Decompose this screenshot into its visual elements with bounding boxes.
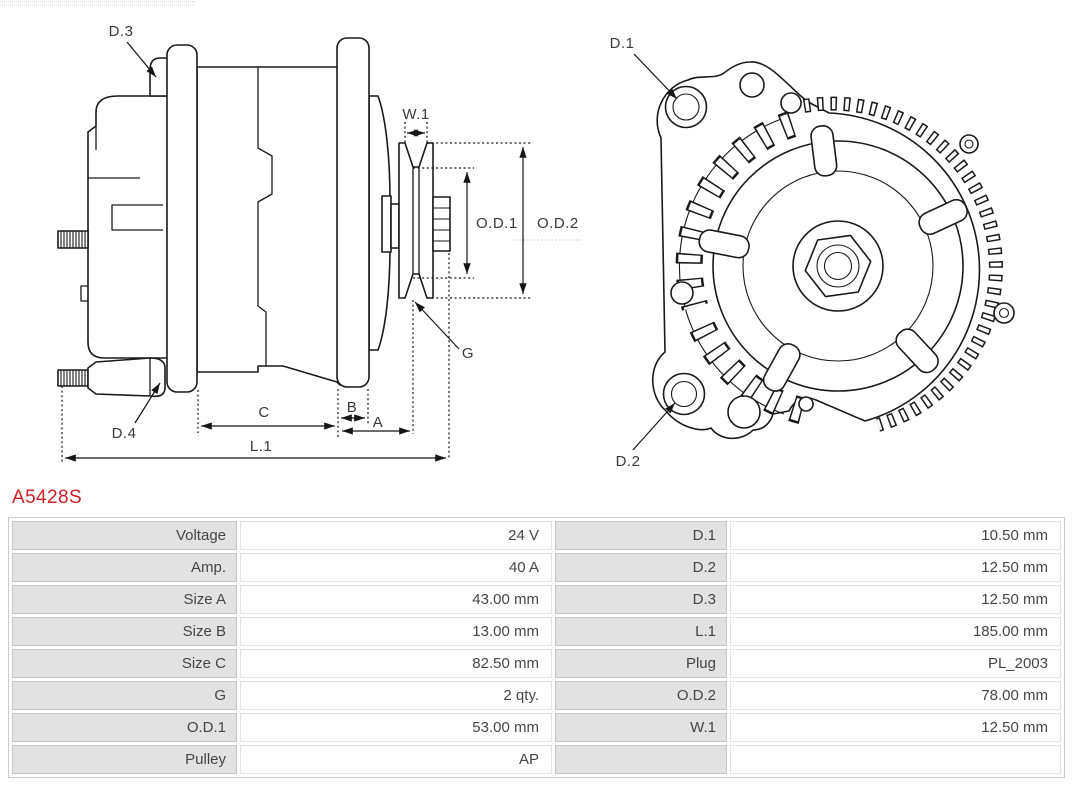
spec-label: D.1 [555,521,727,550]
dim-label-d4: D.4 [111,425,137,442]
spec-value: 24 V [240,521,552,550]
dim-label-l1: L.1 [249,438,273,455]
spec-label: Voltage [12,521,237,550]
dim-label-w1: W.1 [402,106,430,123]
spec-row-od1 [12,713,1061,742]
dim-label-od2: O.D.2 [537,215,579,232]
spec-value: AP [240,745,552,774]
spec-value: 43.00 mm [240,585,552,614]
dim-label-g: G [461,345,475,362]
dim-label-a: A [372,414,384,431]
spec-row-size-b [12,617,1061,646]
dim-label-d1: D.1 [609,35,635,52]
part-number: A5428S [12,487,83,508]
spec-label: D.2 [555,553,727,582]
spec-value: 185.00 mm [730,617,1061,646]
spec-row-pulley [12,745,1061,774]
spec-label: Amp. [12,553,237,582]
spec-label [555,745,727,774]
spec-label: L.1 [555,617,727,646]
spec-table [8,517,1065,778]
dim-label-d3: D.3 [108,23,134,40]
side-view-drawing [58,23,583,462]
spec-value: 2 qty. [240,681,552,710]
spec-value: 13.00 mm [240,617,552,646]
spec-label: Size A [12,585,237,614]
spec-value: 12.50 mm [730,553,1061,582]
dim-label-od1: O.D.1 [476,215,518,232]
spec-label: G [12,681,237,710]
spec-value: 12.50 mm [730,585,1061,614]
spec-value: 40 A [240,553,552,582]
front-view-drawing [610,35,1014,470]
spec-label: O.D.2 [555,681,727,710]
spec-value: PL_2003 [730,649,1061,678]
spec-label: Size C [12,649,237,678]
spec-row-amp [12,553,1061,582]
spec-value: 53.00 mm [240,713,552,742]
spec-label: W.1 [555,713,727,742]
spec-row-g [12,681,1061,710]
spec-row-size-a [12,585,1061,614]
dim-label-c: C [258,404,270,421]
spec-value: 82.50 mm [240,649,552,678]
spec-value: 78.00 mm [730,681,1061,710]
dim-label-b: B [346,399,358,416]
spec-label: Plug [555,649,727,678]
spec-label: O.D.1 [12,713,237,742]
spec-row-size-c [12,649,1061,678]
spec-label: D.3 [555,585,727,614]
spec-value: 10.50 mm [730,521,1061,550]
spec-value [730,745,1061,774]
spec-value: 12.50 mm [730,713,1061,742]
dim-label-d2: D.2 [615,453,641,470]
spec-label: Pulley [12,745,237,774]
spec-row-voltage [12,521,1061,550]
spec-label: Size B [12,617,237,646]
